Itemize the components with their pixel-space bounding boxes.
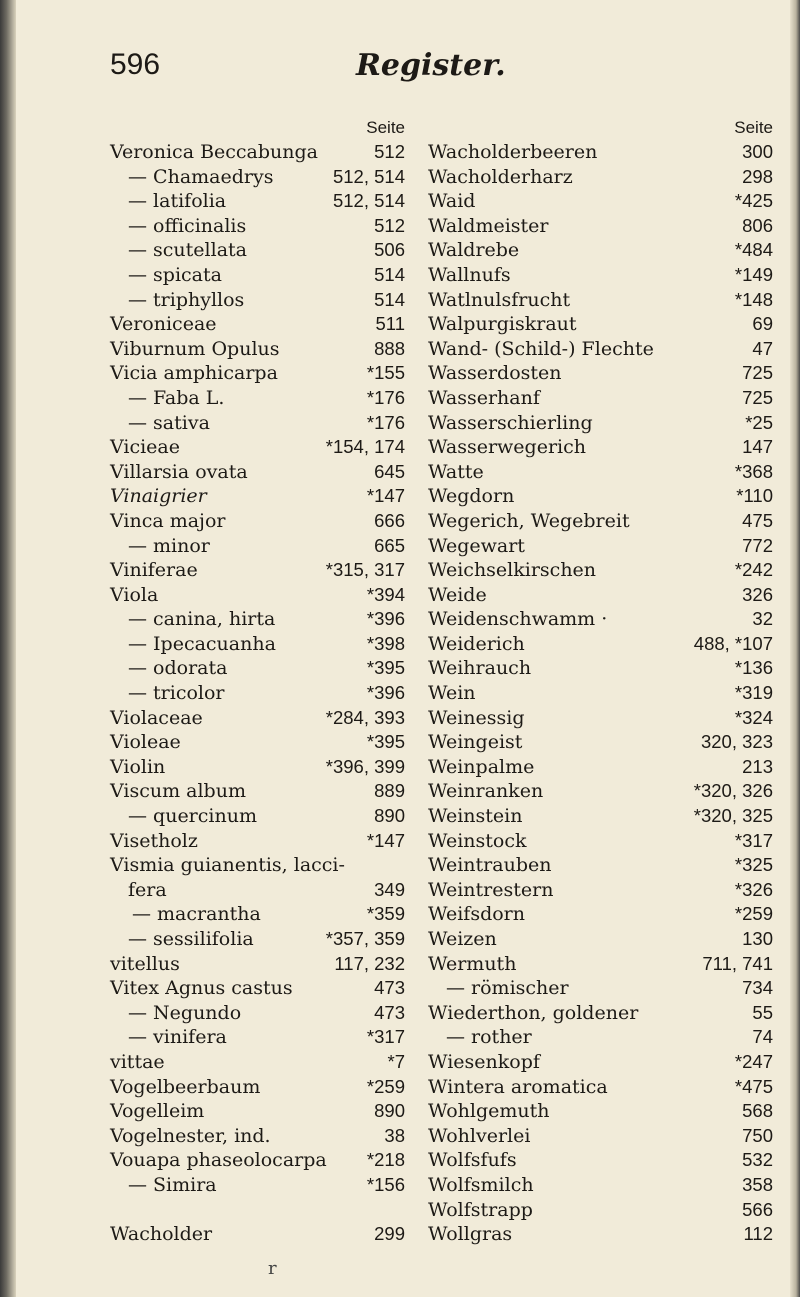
page-reference: *176 (366, 386, 405, 408)
index-entry (110, 411, 405, 436)
index-entry (428, 1222, 773, 1247)
index-term: — officinalis (128, 214, 247, 237)
index-term: Weinstein (428, 805, 523, 828)
index-term: Viburnum Opulus (110, 337, 280, 360)
page-reference: *425 (734, 190, 773, 212)
index-term: Violaceae (110, 706, 203, 729)
index-term: Wegewart (428, 534, 525, 557)
index-entry (110, 1001, 405, 1026)
index-entry (428, 878, 773, 903)
index-entry (110, 484, 405, 509)
index-entry (428, 460, 773, 485)
page-reference: 725 (742, 362, 773, 384)
index-entry (110, 288, 405, 313)
index-entry (428, 607, 773, 632)
page-reference: *324 (734, 706, 773, 728)
index-entry (110, 607, 405, 632)
page-reference: *155 (366, 362, 405, 384)
page-reference: *368 (734, 460, 773, 482)
page-reference: 532 (742, 1149, 773, 1171)
page-reference: 711, 741 (702, 952, 773, 974)
index-term: Wiederthon, goldener (428, 1001, 639, 1024)
index-term: Vinca major (110, 509, 226, 532)
index-entry (428, 361, 773, 386)
index-entry (428, 952, 773, 977)
index-term: vittae (110, 1050, 165, 1073)
index-entry (110, 583, 405, 608)
index-entry (110, 435, 405, 460)
index-term: Veroniceae (110, 313, 217, 336)
index-term: Wand- (Schild-) Flechte (428, 337, 654, 360)
page-reference: 666 (374, 509, 405, 531)
page-reference: *136 (734, 657, 773, 679)
index-term: Viscum album (110, 780, 246, 803)
index-term: — minor (128, 534, 210, 557)
index-term: Wasserhanf (428, 386, 540, 409)
index-term: Weintrestern (428, 878, 554, 901)
index-entry (428, 189, 773, 214)
page-number: 596 (110, 48, 161, 81)
index-term: Weintrauben (428, 854, 552, 877)
page-reference: *259 (734, 903, 773, 925)
index-entry (110, 534, 405, 559)
page-reference: 890 (374, 805, 405, 827)
index-entry (428, 1025, 773, 1050)
page-reference: *110 (736, 485, 773, 507)
index-term: vitellus (110, 952, 180, 975)
index-entry (428, 1148, 773, 1173)
index-term: — quercinum (128, 805, 257, 828)
page-reference: *398 (366, 632, 405, 654)
page-reference: 512 (374, 214, 405, 236)
index-entry (110, 263, 405, 288)
page-reference: 890 (374, 1100, 405, 1122)
index-term: — canina, hirta (128, 608, 276, 631)
index-entry (110, 927, 405, 952)
index-term: Viola (110, 583, 159, 606)
page-reference: *357, 359 (325, 928, 405, 949)
index-entry (110, 804, 405, 829)
page-reference: *218 (366, 1149, 405, 1171)
index-entry (428, 902, 773, 927)
index-entry (110, 1050, 405, 1075)
page-reference: *319 (734, 682, 773, 704)
index-entry (110, 386, 405, 411)
index-term: Vicia amphicarpa (110, 362, 278, 385)
page-reference: 506 (374, 239, 405, 261)
page-reference: 32 (752, 608, 773, 630)
index-entry (110, 238, 405, 263)
index-term: — scutellata (128, 239, 247, 262)
index-entry (428, 263, 773, 288)
page-reference: 514 (374, 288, 405, 310)
page-reference: 147 (742, 436, 773, 458)
index-term: Weinranken (428, 780, 544, 803)
index-term: Violeae (110, 731, 181, 754)
index-entry (110, 1222, 405, 1247)
page-reference: *320, 325 (693, 805, 773, 827)
index-term: — römischer (446, 977, 569, 1000)
index-entry (110, 1173, 405, 1198)
index-term: Wegerich, Wegebreit (428, 509, 630, 532)
index-term: — Ipecacuanha (128, 632, 276, 655)
index-term: Vitex Agnus castus (110, 977, 293, 1000)
page-reference: *320, 326 (693, 780, 773, 802)
index-term: — Chamaedrys (128, 165, 274, 188)
index-term: Weichselkirschen (428, 559, 597, 582)
index-entry (428, 706, 773, 731)
index-term: — sativa (128, 411, 210, 434)
index-term: Vicieae (110, 436, 180, 459)
index-term: — triphyllos (128, 288, 245, 311)
page-reference: *475 (734, 1075, 773, 1097)
index-entry (110, 1099, 405, 1124)
index-entry (428, 1173, 773, 1198)
index-entry (428, 927, 773, 952)
index-entry (110, 730, 405, 755)
index-entry (110, 361, 405, 386)
page-reference: 213 (742, 755, 773, 777)
index-entry (428, 386, 773, 411)
index-term: — Negundo (128, 1001, 242, 1024)
index-entry (110, 902, 405, 927)
index-term: fera (128, 878, 167, 901)
index-term: Visetholz (110, 829, 198, 852)
index-term: Walpurgiskraut (428, 313, 577, 336)
page-reference: 512 (374, 141, 405, 162)
index-term: — odorata (128, 657, 228, 680)
page-reference: 55 (752, 1001, 773, 1023)
page-reference: *147 (366, 829, 405, 851)
page-reference: 772 (742, 534, 773, 556)
page-reference: *484 (734, 239, 773, 261)
index-entry (110, 952, 405, 977)
index-entry (428, 853, 773, 878)
index-term: Wohlverlei (428, 1124, 531, 1147)
index-term: Wolfsmilch (428, 1173, 534, 1196)
index-term: Vogelleim (110, 1100, 205, 1123)
page-reference: *147 (366, 485, 405, 507)
page-reference: *396 (366, 682, 405, 704)
page-header (110, 48, 710, 88)
page-reference: 511 (375, 313, 405, 335)
index-entry (110, 755, 405, 780)
page-reference: 488, *107 (693, 632, 773, 654)
index-term: — latifolia (128, 190, 227, 213)
index-term: Wermuth (428, 952, 517, 975)
index-term: Wein (428, 682, 476, 705)
index-entry (110, 976, 405, 1001)
index-entry (110, 1025, 405, 1050)
index-term: — Faba L. (128, 386, 225, 409)
index-entry (428, 804, 773, 829)
index-entry (110, 165, 405, 190)
index-term: — macrantha (132, 903, 261, 926)
index-entry (110, 1198, 405, 1223)
index-entry (428, 755, 773, 780)
page-reference: 326 (742, 583, 773, 605)
index-term: Wallnufs (428, 263, 511, 286)
index-entry (428, 1198, 773, 1223)
index-entry (428, 509, 773, 534)
stray-mark: r (268, 1258, 277, 1279)
index-entry (110, 878, 405, 903)
page-reference: *7 (387, 1050, 405, 1072)
index-entry (428, 976, 773, 1001)
index-term: Vinaigrier (110, 485, 207, 508)
index-entry (428, 1001, 773, 1026)
page-reference: *149 (734, 263, 773, 285)
page-reference: *395 (366, 657, 405, 679)
index-term: — spicata (128, 263, 222, 286)
index-term: Wacholderharz (428, 165, 573, 188)
index-term: Weizen (428, 928, 497, 950)
page-reference: *317 (366, 1026, 405, 1048)
index-entry (428, 730, 773, 755)
page-reference: 475 (742, 509, 773, 531)
page-reference: 349 (374, 878, 405, 900)
page-reference: *156 (366, 1173, 405, 1195)
page-reference: 38 (384, 1124, 405, 1146)
index-entry (110, 214, 405, 239)
index-term: Wiesenkopf (428, 1050, 540, 1073)
index-column-right (428, 118, 773, 1247)
index-term: Wacholder (110, 1223, 213, 1246)
index-entry (428, 1050, 773, 1075)
page-reference: 74 (752, 1026, 773, 1048)
page-reference: *325 (734, 854, 773, 876)
index-term: Wolfsfufs (428, 1149, 517, 1172)
page-reference: *154, 174 (325, 436, 405, 458)
page-reference: 512, 514 (332, 165, 405, 187)
index-entry (110, 706, 405, 731)
index-term: Viniferae (110, 559, 198, 582)
index-entry (428, 1075, 773, 1100)
index-term: Waid (428, 190, 476, 213)
index-term: Weinpalme (428, 755, 535, 778)
index-term: — tricolor (128, 682, 225, 705)
index-term: Weinstock (428, 829, 527, 852)
index-entry (110, 460, 405, 485)
page-reference: *284, 393 (325, 706, 405, 728)
index-entry (428, 165, 773, 190)
page-reference: 473 (374, 1001, 405, 1023)
index-term: Weingeist (428, 731, 523, 754)
index-entry (110, 509, 405, 534)
index-entry (428, 214, 773, 239)
page-reference: *317 (734, 829, 773, 851)
index-term: Wasserwegerich (428, 436, 586, 459)
index-entry (428, 435, 773, 460)
running-title: Register. (356, 48, 506, 83)
page-reference: 568 (742, 1100, 773, 1122)
index-term: Wolfstrapp (428, 1198, 533, 1221)
index-term: Weiderich (428, 632, 525, 655)
index-entry (110, 632, 405, 657)
index-term: Wohlgemuth (428, 1100, 550, 1123)
index-term: Violin (110, 755, 166, 778)
index-entry (110, 312, 405, 337)
page-reference: *359 (366, 903, 405, 925)
index-entry (428, 140, 773, 165)
page-reference: *396 (366, 608, 405, 630)
page-reference: 514 (374, 263, 405, 285)
index-term: Watte (428, 460, 484, 483)
page-reference: 358 (742, 1173, 773, 1195)
page-reference: *242 (734, 559, 773, 581)
index-entry (428, 779, 773, 804)
page-reference: 734 (742, 977, 773, 999)
index-term: Wegdorn (428, 485, 515, 508)
page-reference: *396, 399 (325, 755, 405, 777)
page-reference: 47 (752, 337, 773, 359)
page-reference: 117, 232 (334, 952, 405, 974)
index-term: — vinifera (128, 1026, 227, 1049)
index-term: Vogelnester, ind. (110, 1124, 271, 1147)
index-entry (428, 337, 773, 362)
page-reference: 665 (374, 534, 405, 556)
page-reference: 888 (374, 337, 405, 359)
index-entry (428, 583, 773, 608)
page-reference: 300 (742, 141, 773, 162)
index-entry (110, 681, 405, 706)
seite-heading: Seite (366, 118, 405, 137)
index-term: Weihrauch (428, 657, 532, 680)
index-term: Weidenschwamm · (428, 608, 608, 631)
index-entry (428, 656, 773, 681)
index-entry (110, 337, 405, 362)
page-reference: 112 (743, 1223, 773, 1245)
index-term: Wasserschierling (428, 411, 593, 434)
seite-heading: Seite (734, 118, 773, 137)
page-reference: 130 (742, 928, 773, 949)
index-entry (110, 829, 405, 854)
page-reference: 473 (374, 977, 405, 999)
index-entry (110, 140, 405, 165)
index-entry (428, 829, 773, 854)
index-term: — Simira (128, 1173, 217, 1196)
page-reference: *395 (366, 731, 405, 753)
index-term: Waldmeister (428, 214, 549, 237)
index-entry (110, 189, 405, 214)
page-reference: *259 (366, 1075, 405, 1097)
page-reference: 645 (374, 460, 405, 482)
page-reference: *315, 317 (325, 559, 405, 581)
index-entry (110, 1148, 405, 1173)
index-term: Weinessig (428, 706, 525, 729)
index-entry (110, 656, 405, 681)
index-entry (428, 484, 773, 509)
index-term: Weifsdorn (428, 903, 526, 926)
index-entry (110, 779, 405, 804)
index-term: Villarsia ovata (110, 460, 248, 483)
index-column-left (110, 118, 405, 1247)
page-reference: 512, 514 (332, 190, 405, 212)
index-entry (110, 558, 405, 583)
index-entry (110, 1075, 405, 1100)
index-entry (428, 1099, 773, 1124)
page-reference: 806 (742, 214, 773, 236)
page-reference: 69 (752, 313, 773, 335)
index-entry (110, 853, 405, 878)
page-reference: *326 (734, 878, 773, 900)
index-term: Weide (428, 583, 487, 606)
index-entry (428, 1124, 773, 1149)
index-term: — rother (446, 1026, 532, 1049)
page-edge (790, 0, 800, 1297)
page-spine-shadow (0, 0, 16, 1297)
page-reference: 298 (742, 165, 773, 187)
index-term: Wacholderbeeren (428, 141, 598, 163)
index-term: Vismia guianentis, lacci- (110, 854, 345, 877)
page-reference: 566 (742, 1198, 773, 1220)
index-entry (428, 558, 773, 583)
index-term: Veronica Beccabunga (110, 141, 319, 163)
index-entry (428, 411, 773, 436)
index-entry (110, 1124, 405, 1149)
index-term: Wollgras (428, 1223, 513, 1246)
index-entry (428, 681, 773, 706)
index-entry (428, 632, 773, 657)
index-entry (428, 534, 773, 559)
index-term: Wintera aromatica (428, 1075, 608, 1098)
index-term: Vouapa phaseolocarpa (110, 1149, 327, 1172)
page-reference: 725 (742, 386, 773, 408)
page-reference: 299 (374, 1223, 405, 1245)
page-reference: *25 (745, 411, 773, 433)
page-reference: *247 (734, 1050, 773, 1072)
page-reference: 750 (742, 1124, 773, 1146)
page-reference: 320, 323 (700, 731, 773, 753)
index-entry (428, 312, 773, 337)
page-reference: *394 (366, 583, 405, 605)
page-reference: *176 (366, 411, 405, 433)
index-term: Watlnulsfrucht (428, 288, 571, 311)
index-term: — sessilifolia (128, 928, 254, 950)
index-entry (428, 238, 773, 263)
index-term: Waldrebe (428, 239, 520, 262)
page-reference: 889 (374, 780, 405, 802)
index-term: Vogelbeerbaum (110, 1075, 261, 1098)
index-term: Wasserdosten (428, 362, 562, 385)
index-entry (428, 288, 773, 313)
page-reference: *148 (734, 288, 773, 310)
